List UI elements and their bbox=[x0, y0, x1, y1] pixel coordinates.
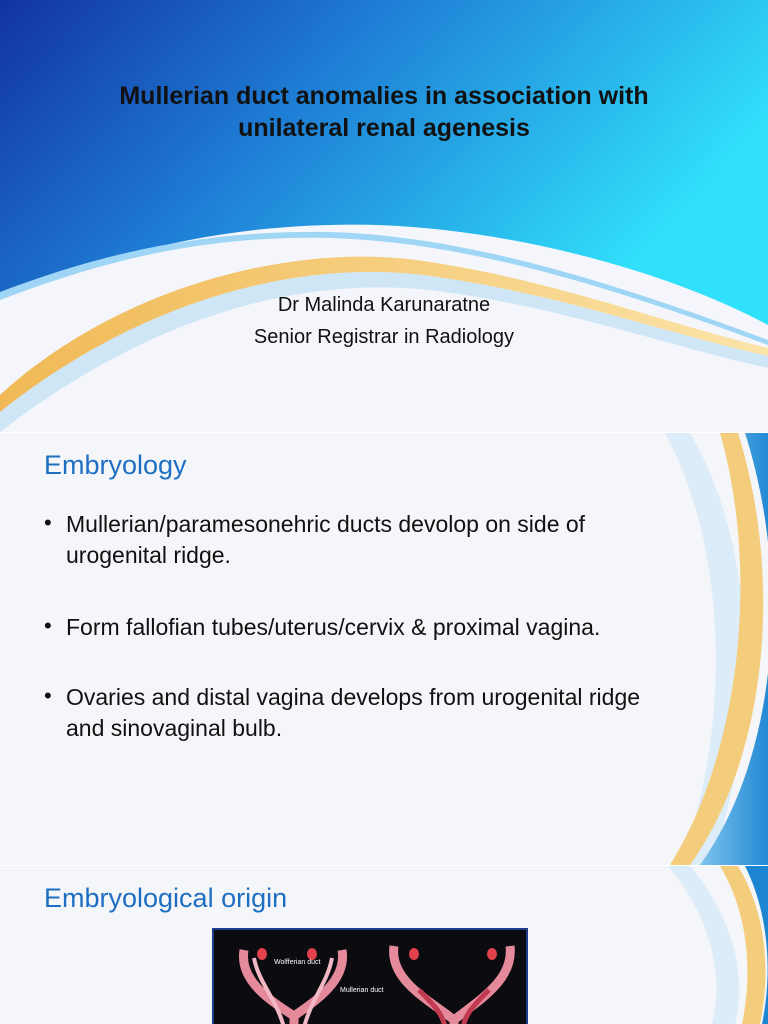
author-role: Senior Registrar in Radiology bbox=[253, 326, 515, 348]
bullet-dot: • bbox=[44, 613, 52, 638]
list-item bbox=[42, 509, 722, 571]
bullet-list bbox=[42, 509, 722, 744]
presentation-title bbox=[60, 80, 708, 144]
title-slide bbox=[0, 0, 768, 432]
ducts-illustration bbox=[214, 930, 526, 1024]
mullerian-duct-label: Mullerian duct bbox=[340, 987, 384, 994]
wolffian-duct-label: Wolfferian duct bbox=[274, 959, 321, 966]
bullet-text: urogenital ridge. bbox=[66, 542, 231, 568]
slide-heading: Embryology bbox=[44, 450, 187, 480]
embryological-origin-slide bbox=[0, 866, 768, 1024]
title-line-2: unilateral renal agenesis bbox=[238, 114, 530, 142]
list-item bbox=[42, 612, 722, 643]
bullet-text: and sinovaginal bulb. bbox=[66, 715, 283, 741]
embryology-slide bbox=[0, 433, 768, 865]
slide-heading: Embryological origin bbox=[44, 883, 288, 913]
bullet-dot: • bbox=[44, 510, 52, 535]
embryology-diagram bbox=[212, 928, 528, 1024]
bullet-text: Form fallofian tubes/uterus/cervix & proximal vagina. bbox=[66, 614, 601, 640]
bullet-text: Ovaries and distal vagina develops from urogenital ridge bbox=[66, 684, 641, 710]
list-item bbox=[42, 682, 722, 744]
title-line-1: Mullerian duct anomalies in association with bbox=[119, 82, 649, 110]
bullet-text: Mullerian/paramesonehric ducts devolop on side of bbox=[66, 511, 586, 537]
author-name: Dr Malinda Karunaratne bbox=[277, 294, 491, 316]
bullet-dot: • bbox=[44, 683, 52, 708]
title-slide-background bbox=[0, 0, 768, 432]
